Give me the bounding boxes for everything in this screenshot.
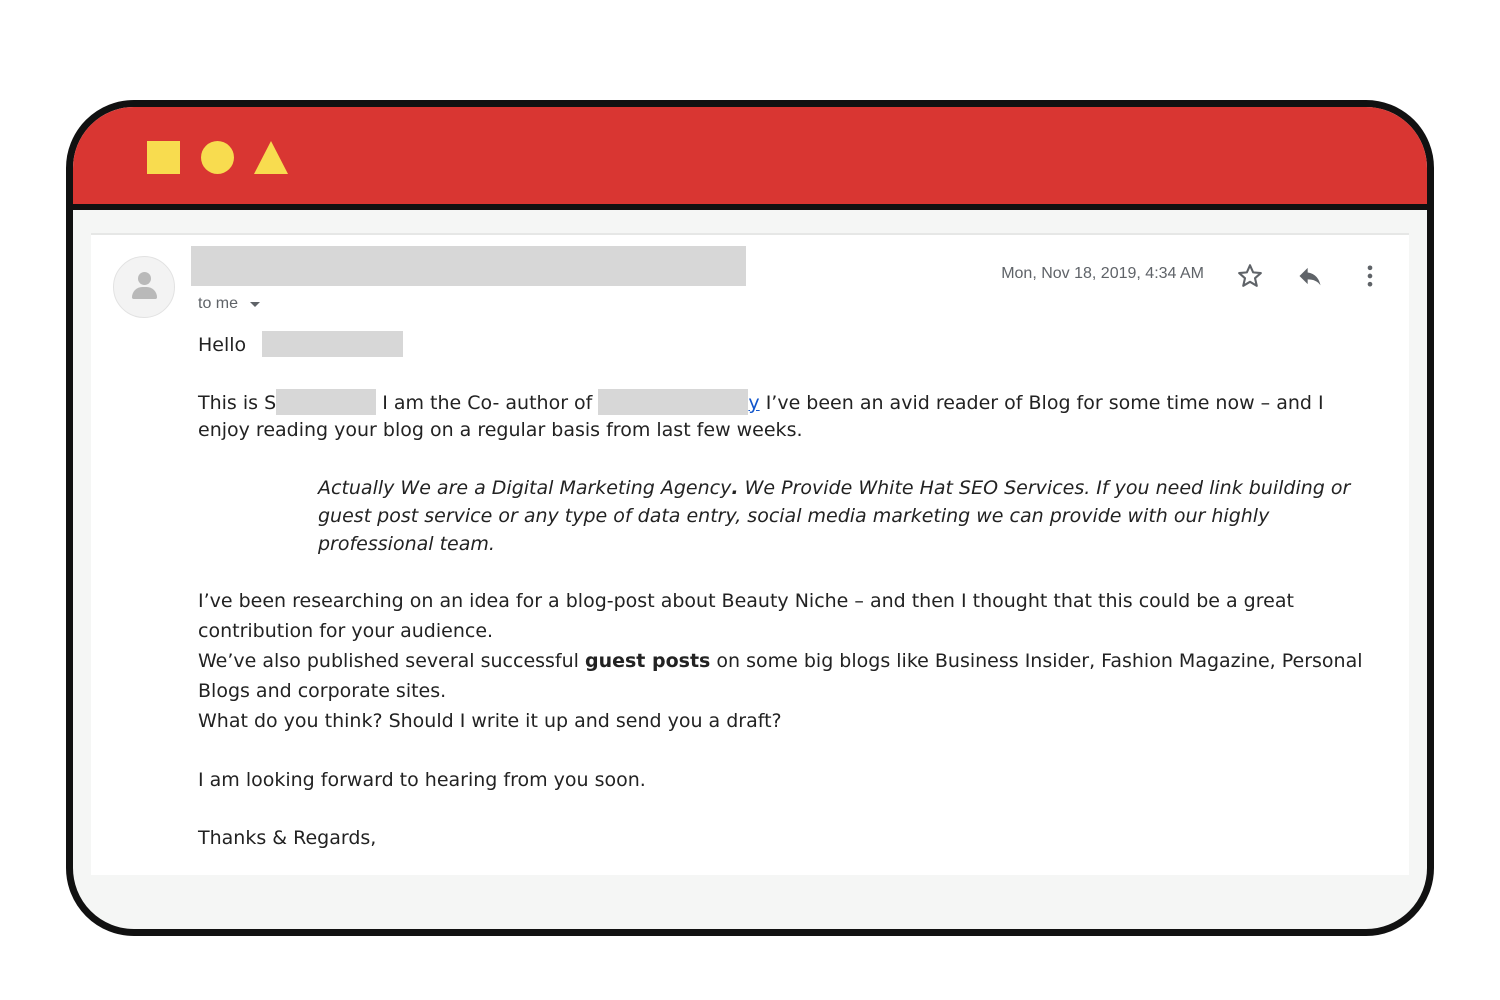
recipient-name-redacted — [262, 331, 403, 357]
greeting-line — [198, 331, 1368, 359]
intro-text-1: This is S — [198, 392, 277, 414]
sender-avatar[interactable] — [113, 256, 175, 318]
intro-text-2: I am the Co- author of — [376, 392, 599, 414]
reply-icon — [1296, 262, 1324, 290]
email-timestamp: Mon, Nov 18, 2019, 4:34 AM — [1001, 265, 1204, 282]
quote-text-1: Actually We are a Digital Marketing Agency — [318, 477, 732, 499]
intro-text-3: I’ve been an avid reader of Blog for some time now – and I enjoy reading your blog on a regular basis from last few weeks. — [198, 392, 1324, 441]
intro-paragraph — [198, 389, 1368, 444]
square-shape-icon — [147, 141, 180, 174]
browser-window — [66, 100, 1434, 936]
guest-posts-paragraph — [198, 646, 1368, 706]
reply-button[interactable] — [1293, 259, 1327, 293]
quote-text-2: We Provide White Hat SEO Services. If you need link building or guest post service or any type of data entry, social media marketing we can provide with our highly professional team. — [318, 477, 1351, 555]
site-name-redacted — [598, 389, 748, 415]
question-paragraph: What do you think? Should I write it up and send you a draft? — [198, 710, 782, 732]
person-icon — [138, 272, 151, 285]
circle-shape-icon — [201, 141, 234, 174]
email-body — [198, 331, 1368, 852]
more-options-button[interactable] — [1353, 259, 1387, 293]
chevron-down-icon — [250, 302, 260, 307]
star-button[interactable] — [1233, 259, 1267, 293]
recipient-toggle[interactable] — [198, 295, 260, 313]
site-link[interactable]: y — [748, 392, 760, 414]
closing-paragraph: I am looking forward to hearing from you soon. — [198, 769, 646, 791]
sender-name-redacted — [191, 246, 746, 286]
agency-quote — [318, 474, 1368, 558]
more-vertical-icon — [1356, 262, 1384, 290]
guest-posts-bold: guest posts — [584, 650, 711, 672]
window-titlebar — [73, 107, 1427, 210]
guest-posts-text-2: on some big blogs like Business Insider, Fashion Magazine, Personal Blogs and corporate sites. — [198, 650, 1363, 702]
triangle-shape-icon — [254, 141, 288, 174]
email-message — [91, 233, 1409, 875]
star-icon — [1236, 262, 1264, 290]
greeting-text: Hello — [198, 334, 247, 356]
quote-bold-dot: . — [731, 477, 739, 499]
research-paragraph: I’ve been researching on an idea for a blog-post about Beauty Niche – and then I thought that this could be a great contribution for your audience. — [198, 590, 1294, 642]
signoff-line: Thanks & Regards, — [198, 827, 377, 849]
author-name-redacted — [276, 389, 376, 415]
guest-posts-text-1: We’ve also published several successful — [198, 650, 585, 672]
person-icon-body — [132, 287, 157, 299]
recipient-label: to me — [198, 295, 239, 312]
